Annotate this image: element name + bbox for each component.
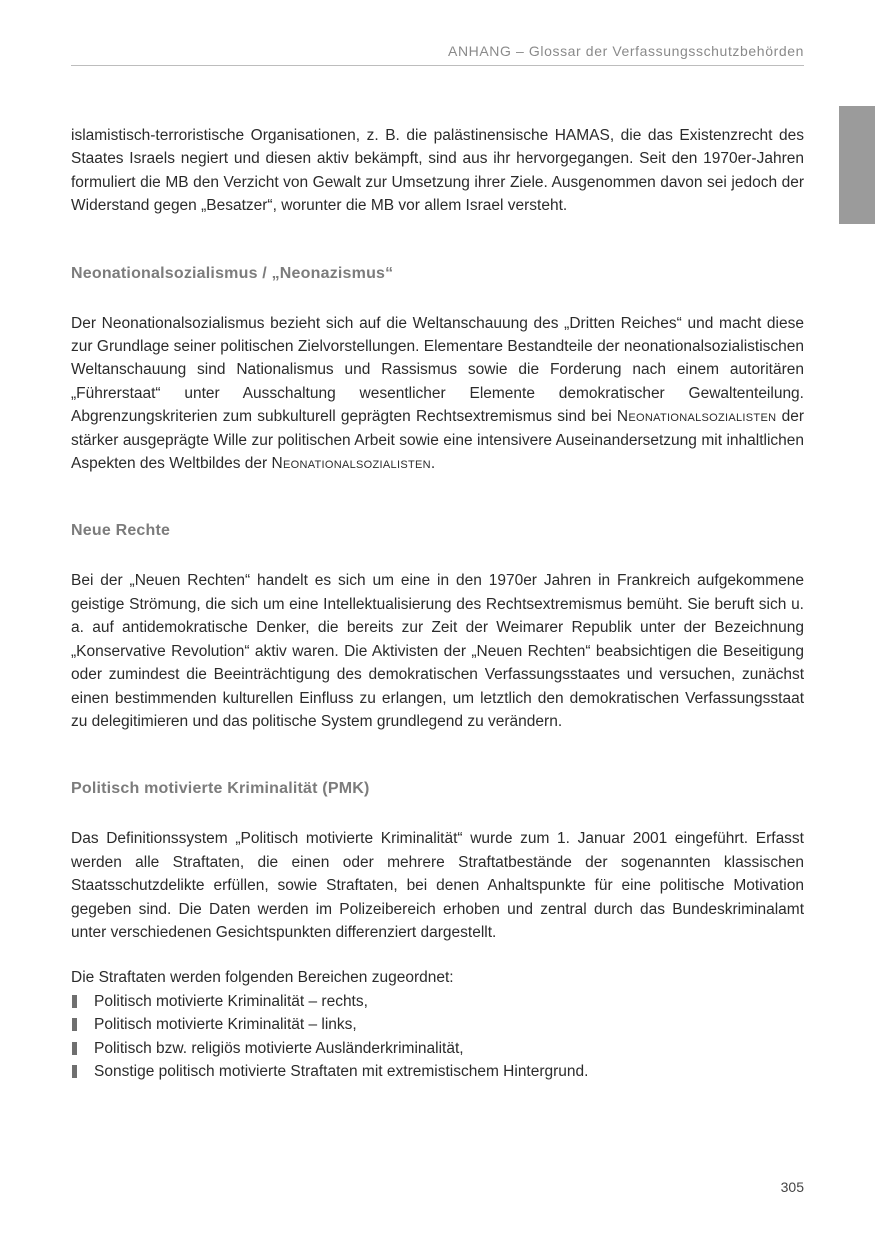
paragraph-text: . — [430, 455, 436, 473]
term-neonationalsozialisten: Neonationalsozialisten — [616, 408, 777, 426]
list-item — [71, 1037, 804, 1060]
page-body — [71, 124, 804, 1083]
chapter-thumb-tab — [839, 106, 875, 224]
section-paragraph-neue-rechte: Bei der „Neuen Rechten“ handelt es sich um eine in den 1970er Jahren in Frankreich aufgekommene geistige Strömung, die sich um eine Intellektualisierung des Rechtsextremismus bemüht. Sie beruft sich u. a. auf antidemokratische Denker, die bereits zur Zeit der Weimarer Republik unter der Bezeichnung „Konservative Revolution“ aktiv waren. Die Aktivisten der „Neuen Rechten“ beabsichtigen die Beseitigung oder zumindest die Beeinträchtigung des demokratischen Verfassungsstaates und versuchen, zunächst einen bestimmenden kulturellen Einfluss zu erlangen, um letztlich den demokratischen Verfassungsstaat zu delegitimieren und das politische System grundlegend zu verändern. — [71, 572, 804, 730]
section-paragraph-pmk: Das Definitionssystem „Politisch motivierte Kriminalität“ wurde zum 1. Januar 2001 eingeführt. Erfasst werden alle Straftaten, die einen oder mehrere Straftatbestände der sogenannten klassischen Staatsschutzdelikte erfüllen, sowie Straftaten, bei denen Anhaltspunkte für eine politische Motivation gegeben sind. Die Daten werden im Polizeibereich erhoben und zentral durch das Bundeskriminalamt unter verschiedenen Gesichtspunkten differenziert dargestellt. — [71, 830, 804, 941]
term-neonationalsozialisten: Neonationalsozialisten — [271, 455, 431, 473]
square-bullet-icon — [72, 995, 77, 1008]
running-head-title: ANHANG – Glossar der Verfassungsschutzbehörden — [448, 43, 804, 59]
section-heading-neue-rechte: Neue Rechte — [71, 522, 171, 540]
square-bullet-icon — [72, 1065, 77, 1078]
list-item — [71, 1060, 804, 1083]
header-divider — [71, 65, 804, 66]
page-number: 305 — [780, 1179, 804, 1195]
paragraph-text: Der Neonationalsozialismus bezieht sich auf die Weltanschauung des „Dritten Reiches“ und macht diese zur Grundlage seiner politischen Zielvorstellungen. Elementare Bestandteile der neonationalsozialistischen Weltanschauung sind Nationalismus und Rassismus sowie die Forderung nach einem autoritären „Führerstaat“ unter Ausschaltung wesentlicher Elemente demokratischer Gewaltenteilung. Abgrenzungskriterien zum subkulturell geprägten Rechtsextremismus sind bei — [71, 314, 804, 426]
intro-paragraph: islamistisch-terroristische Organisationen, z. B. die palästinensische HAMAS, die das Existenzrecht des Staates Israels negiert und diesen aktiv bekämpft, sind aus ihr hervorgegangen. Seit den 1970er-Jahren formuliert die MB den Verzicht von Gewalt zur Umsetzung ihrer Ziele. Ausgenommen davon sei jedoch der Widerstand gegen „Besatzer“, worunter die MB vor allem Israel versteht. — [71, 127, 804, 215]
list-item-text: Sonstige politisch motivierte Straftaten mit extremistischem Hintergrund. — [94, 1062, 589, 1080]
square-bullet-icon — [72, 1018, 77, 1031]
section-heading-pmk: Politisch motivierte Kriminalität (PMK) — [71, 780, 370, 798]
section-heading-neonationalsozialismus: Neonationalsozialismus / „Neonazismus“ — [71, 264, 394, 282]
list-item-text: Politisch motivierte Kriminalität – links, — [94, 1016, 357, 1034]
list-item-text: Politisch bzw. religiös motivierte Ausländerkriminalität, — [94, 1039, 464, 1057]
list-item — [71, 990, 804, 1013]
list-item-text: Politisch motivierte Kriminalität – rechts, — [94, 992, 368, 1010]
pmk-category-list — [71, 990, 804, 1084]
paragraph-text: der stärker ausgeprägte Wille zur politischen Arbeit sowie eine intensivere Auseinandersetzung mit inhaltlichen Aspekten des Weltbildes der — [71, 408, 804, 473]
list-item — [71, 1013, 804, 1036]
square-bullet-icon — [72, 1042, 77, 1055]
list-intro: Die Straftaten werden folgenden Bereichen zugeordnet: — [71, 969, 454, 987]
section-paragraph-neonationalsozialismus — [71, 312, 804, 476]
